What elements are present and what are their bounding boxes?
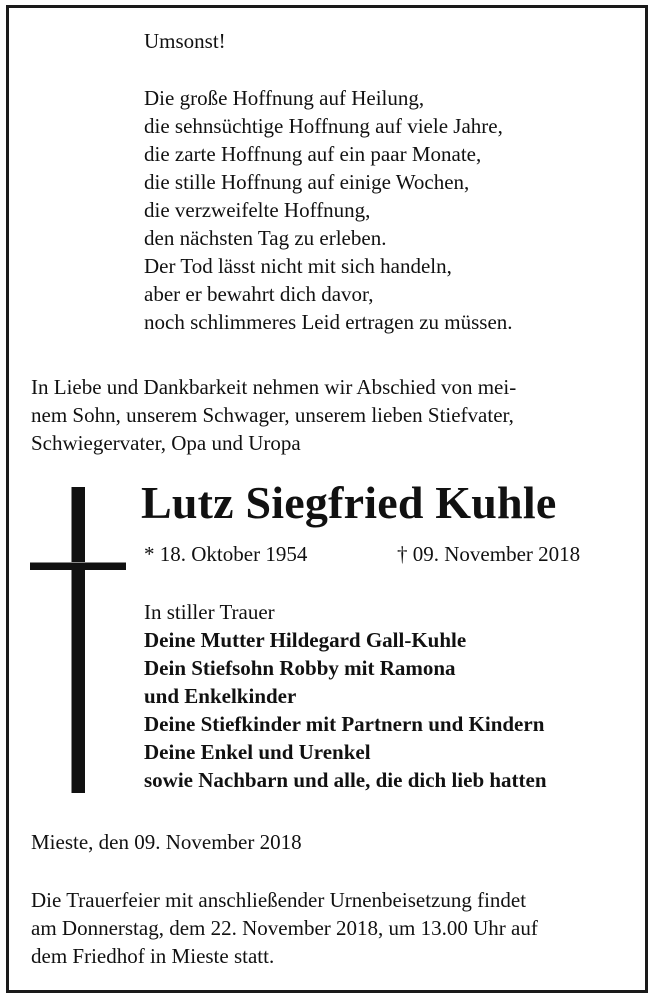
mourner-line: Deine Enkel und Urenkel: [144, 740, 371, 764]
funeral-info: [31, 886, 538, 970]
poem-line: Die große Hoffnung auf Heilung,: [144, 86, 425, 110]
mourner-line: Deine Mutter Hildegard Gall-Kuhle: [144, 628, 467, 652]
poem-line: noch schlimmeres Leid ertragen zu müssen.: [144, 310, 513, 334]
cross-vertical-beam: [71, 487, 85, 793]
poem-line: die stille Hoffnung auf einige Wochen,: [144, 170, 470, 194]
mourners-list: [144, 626, 547, 794]
cross-horizontal-beam: [30, 562, 126, 570]
poem-line: den nächsten Tag zu erleben.: [144, 226, 387, 250]
poem-line: die verzweifelte Hoffnung,: [144, 198, 371, 222]
poem-body: [144, 84, 513, 336]
birth-date: * 18. Oktober 1954: [144, 542, 308, 566]
death-date: † 09. November 2018: [397, 542, 581, 566]
poem-line: die zarte Hoffnung auf ein paar Monate,: [144, 142, 482, 166]
place-date: Mieste, den 09. November 2018: [31, 830, 302, 854]
mourners-heading: In stiller Trauer: [144, 600, 275, 624]
mourner-line: Deine Stiefkinder mit Partnern und Kindern: [144, 712, 545, 736]
poem-title: Umsonst!: [144, 29, 226, 53]
mourner-line: Dein Stiefsohn Robby mit Ramona: [144, 656, 456, 680]
intro-paragraph: [31, 373, 516, 457]
intro-line: In Liebe und Dankbarkeit nehmen wir Abschied von mei-: [31, 375, 517, 399]
poem-line: aber er bewahrt dich davor,: [144, 282, 374, 306]
intro-line: nem Sohn, unserem Schwager, unserem lieben Stiefvater,: [31, 403, 514, 427]
mourner-line: sowie Nachbarn und alle, die dich lieb hatten: [144, 768, 547, 792]
cross-icon: [30, 487, 126, 793]
funeral-line: dem Friedhof in Mieste statt.: [31, 944, 275, 968]
funeral-line: Die Trauerfeier mit anschließender Urnenbeisetzung findet: [31, 888, 527, 912]
funeral-line: am Donnerstag, dem 22. November 2018, um 13.00 Uhr auf: [31, 916, 538, 940]
poem-line: Der Tod lässt nicht mit sich handeln,: [144, 254, 452, 278]
mourner-line: und Enkelkinder: [144, 684, 297, 708]
intro-line: Schwiegervater, Opa und Uropa: [31, 431, 301, 455]
deceased-name: Lutz Siegfried Kuhle: [141, 477, 557, 528]
poem-line: die sehnsüchtige Hoffnung auf viele Jahre,: [144, 114, 503, 138]
